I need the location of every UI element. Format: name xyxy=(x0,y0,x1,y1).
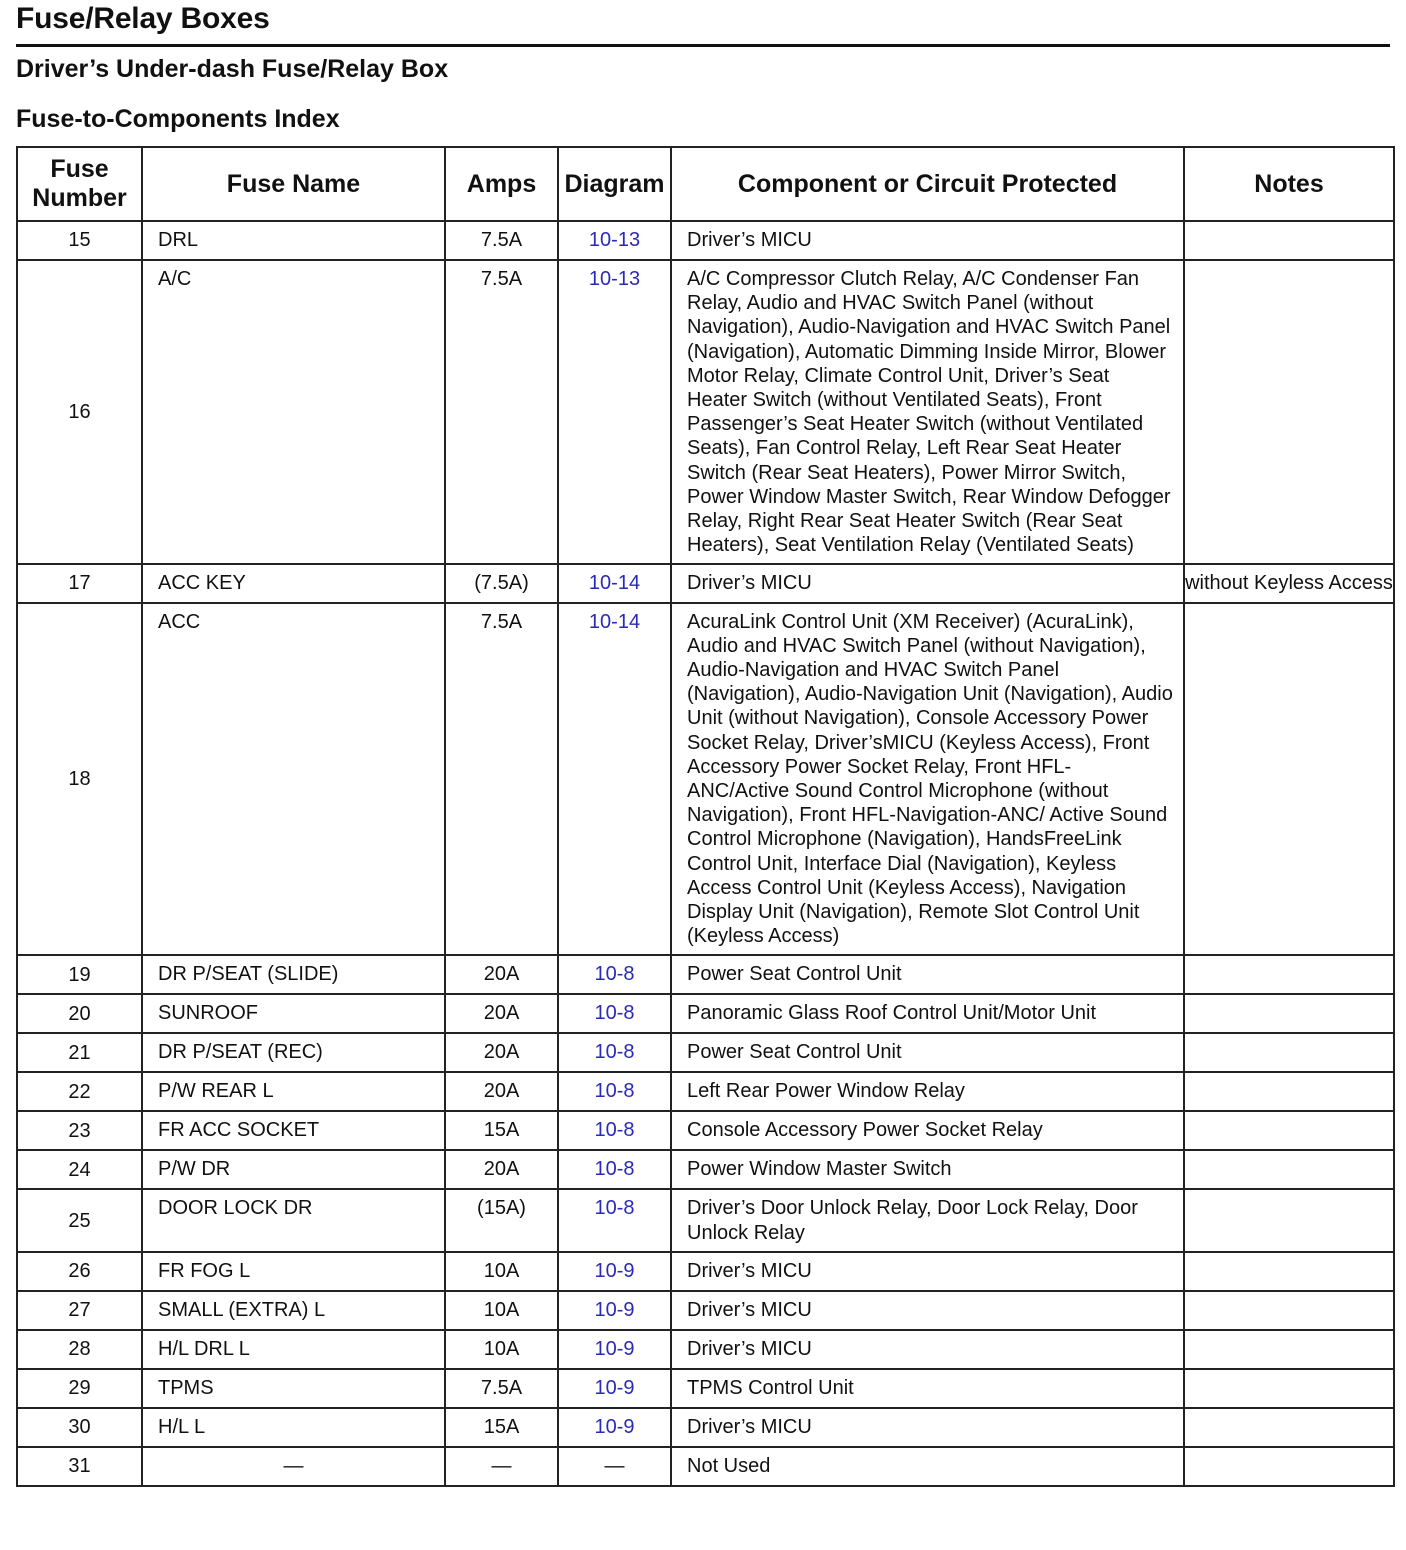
fuse-number-cell: 24 xyxy=(17,1150,142,1189)
component-cell: Left Rear Power Window Relay xyxy=(671,1072,1184,1111)
component-cell: Driver’s MICU xyxy=(671,1408,1184,1447)
fuse-number-cell: 27 xyxy=(17,1291,142,1330)
table-row xyxy=(17,955,1394,994)
column-header-fuse-name: Fuse Name xyxy=(142,147,445,221)
component-cell: Power Window Master Switch xyxy=(671,1150,1184,1189)
notes-cell xyxy=(1184,1150,1394,1189)
fuse-number-cell: 30 xyxy=(17,1408,142,1447)
amps-cell: 10A xyxy=(445,1291,558,1330)
fuse-name-cell: H/L L xyxy=(142,1408,445,1447)
diagram-link[interactable]: 10-9 xyxy=(558,1252,671,1291)
diagram-link[interactable]: 10-8 xyxy=(558,1072,671,1111)
amps-cell: — xyxy=(445,1447,558,1486)
diagram-link[interactable]: 10-9 xyxy=(558,1369,671,1408)
column-header-diagram: Diagram xyxy=(558,147,671,221)
notes-cell xyxy=(1184,603,1394,956)
fuse-number-cell: 25 xyxy=(17,1189,142,1251)
index-title: Fuse-to-Components Index xyxy=(16,105,340,133)
amps-cell: (7.5A) xyxy=(445,564,558,602)
column-header-notes: Notes xyxy=(1184,147,1394,221)
table-row xyxy=(17,994,1394,1033)
fuse-number-cell: 18 xyxy=(17,603,142,956)
table-row xyxy=(17,1447,1394,1486)
amps-cell: 7.5A xyxy=(445,260,558,564)
diagram-link[interactable]: 10-14 xyxy=(558,603,671,956)
column-header-fuse-number-line1: Fuse xyxy=(50,155,109,183)
page-title: Fuse/Relay Boxes xyxy=(16,2,270,35)
amps-cell: 7.5A xyxy=(445,603,558,956)
fuse-number-cell: 28 xyxy=(17,1330,142,1369)
fuse-name-cell: P/W DR xyxy=(142,1150,445,1189)
notes-cell xyxy=(1184,1330,1394,1369)
diagram-link[interactable]: 10-8 xyxy=(558,994,671,1033)
component-cell: TPMS Control Unit xyxy=(671,1369,1184,1408)
component-cell: Not Used xyxy=(671,1447,1184,1486)
amps-cell: 7.5A xyxy=(445,221,558,260)
component-cell: Panoramic Glass Roof Control Unit/Motor Unit xyxy=(671,994,1184,1033)
diagram-link[interactable]: 10-14 xyxy=(558,564,671,602)
notes-cell xyxy=(1184,1291,1394,1330)
notes-cell xyxy=(1184,1408,1394,1447)
component-cell: Driver’s MICU xyxy=(671,1291,1184,1330)
fuse-name-cell: A/C xyxy=(142,260,445,564)
column-header-amps: Amps xyxy=(445,147,558,221)
fuse-name-cell: FR ACC SOCKET xyxy=(142,1111,445,1150)
fuse-name-cell: P/W REAR L xyxy=(142,1072,445,1111)
component-cell: Driver’s MICU xyxy=(671,1330,1184,1369)
column-header-fuse-number xyxy=(17,147,142,221)
table-row xyxy=(17,1189,1394,1251)
table-row xyxy=(17,1150,1394,1189)
fuse-number-cell: 29 xyxy=(17,1369,142,1408)
notes-cell xyxy=(1184,1072,1394,1111)
table-row xyxy=(17,260,1394,564)
table-row xyxy=(17,564,1394,602)
fuse-name-cell: TPMS xyxy=(142,1369,445,1408)
component-cell: AcuraLink Control Unit (XM Receiver) (AcuraLink), Audio and HVAC Switch Panel (without Navigation), Audio-Navigation and HVAC Switch Panel (Navigation), Audio-Navigation Unit (Navigation), Audio Unit (without Navigation), Console Accessory Power Socket Relay, Driver’sMICU (Keyless Access), Front Accessory Power Socket Relay, Front HFL-ANC/Active Sound Control Microphone (without Navigation), Front HFL-Navigation-ANC/ Active Sound Control Microphone (Navigation), HandsFreeLink Control Unit, Interface Dial (Navigation), Keyless Access Control Unit (Keyless Access), Navigation Display Unit (Navigation), Remote Slot Control Unit (Keyless Access) xyxy=(671,603,1184,956)
fuse-number-cell: 17 xyxy=(17,564,142,602)
amps-cell: 20A xyxy=(445,1150,558,1189)
fuse-name-cell: — xyxy=(142,1447,445,1486)
component-cell: Power Seat Control Unit xyxy=(671,1033,1184,1072)
fuse-number-cell: 20 xyxy=(17,994,142,1033)
notes-cell xyxy=(1184,221,1394,260)
amps-cell: 15A xyxy=(445,1408,558,1447)
amps-cell: 7.5A xyxy=(445,1369,558,1408)
diagram-link[interactable]: 10-8 xyxy=(558,1189,671,1251)
amps-cell: 15A xyxy=(445,1111,558,1150)
column-header-component: Component or Circuit Protected xyxy=(671,147,1184,221)
amps-cell: 20A xyxy=(445,1033,558,1072)
diagram-link[interactable]: 10-9 xyxy=(558,1291,671,1330)
fuse-name-cell: SUNROOF xyxy=(142,994,445,1033)
fuse-name-cell: ACC KEY xyxy=(142,564,445,602)
column-header-fuse-number-line2: Number xyxy=(32,184,127,212)
table-row xyxy=(17,1330,1394,1369)
section-title: Driver’s Under-dash Fuse/Relay Box xyxy=(16,55,449,83)
table-row xyxy=(17,1408,1394,1447)
diagram-cell: — xyxy=(558,1447,671,1486)
fuse-name-cell: DOOR LOCK DR xyxy=(142,1189,445,1251)
fuse-number-cell: 15 xyxy=(17,221,142,260)
component-cell: Driver’s MICU xyxy=(671,564,1184,602)
fuse-number-cell: 22 xyxy=(17,1072,142,1111)
notes-cell: without Keyless Access xyxy=(1184,564,1394,602)
fuse-name-cell: ACC xyxy=(142,603,445,956)
diagram-link[interactable]: 10-8 xyxy=(558,1111,671,1150)
fuse-number-cell: 19 xyxy=(17,955,142,994)
diagram-link[interactable]: 10-13 xyxy=(558,221,671,260)
fuse-name-cell: DRL xyxy=(142,221,445,260)
fuse-name-cell: H/L DRL L xyxy=(142,1330,445,1369)
fuse-name-cell: DR P/SEAT (REC) xyxy=(142,1033,445,1072)
table-header-row xyxy=(17,147,1394,221)
notes-cell xyxy=(1184,1111,1394,1150)
amps-cell: 10A xyxy=(445,1252,558,1291)
amps-cell: 20A xyxy=(445,994,558,1033)
notes-cell xyxy=(1184,1252,1394,1291)
fuse-number-cell: 26 xyxy=(17,1252,142,1291)
table-row xyxy=(17,1072,1394,1111)
component-cell: Driver’s Door Unlock Relay, Door Lock Relay, Door Unlock Relay xyxy=(671,1189,1184,1251)
notes-cell xyxy=(1184,1369,1394,1408)
diagram-link[interactable]: 10-8 xyxy=(558,1033,671,1072)
table-row xyxy=(17,1111,1394,1150)
component-cell: A/C Compressor Clutch Relay, A/C Condenser Fan Relay, Audio and HVAC Switch Panel (without Navigation), Audio-Navigation and HVAC Switch Panel (Navigation), Automatic Dimming Inside Mirror, Blower Motor Relay, Climate Control Unit, Driver’s Seat Heater Switch (without Ventilated Seats), Front Passenger’s Seat Heater Switch (without Ventilated Seats), Fan Control Relay, Left Rear Seat Heater Switch (Rear Seat Heaters), Power Mirror Switch, Power Window Master Switch, Rear Window Defogger Relay, Right Rear Seat Heater Switch (Rear Seat Heaters), Seat Ventilation Relay (Ventilated Seats) xyxy=(671,260,1184,564)
amps-cell: 10A xyxy=(445,1330,558,1369)
diagram-link[interactable]: 10-9 xyxy=(558,1408,671,1447)
diagram-link[interactable]: 10-8 xyxy=(558,955,671,994)
amps-cell: 20A xyxy=(445,1072,558,1111)
fuse-number-cell: 31 xyxy=(17,1447,142,1486)
table-row xyxy=(17,1252,1394,1291)
amps-cell: (15A) xyxy=(445,1189,558,1251)
diagram-link[interactable]: 10-9 xyxy=(558,1330,671,1369)
diagram-link[interactable]: 10-8 xyxy=(558,1150,671,1189)
fuse-number-cell: 23 xyxy=(17,1111,142,1150)
fuse-name-cell: DR P/SEAT (SLIDE) xyxy=(142,955,445,994)
table-row xyxy=(17,221,1394,260)
fuse-name-cell: FR FOG L xyxy=(142,1252,445,1291)
notes-cell xyxy=(1184,1033,1394,1072)
notes-cell xyxy=(1184,994,1394,1033)
notes-cell xyxy=(1184,1447,1394,1486)
amps-cell: 20A xyxy=(445,955,558,994)
table-row xyxy=(17,1033,1394,1072)
diagram-link[interactable]: 10-13 xyxy=(558,260,671,564)
table-row xyxy=(17,603,1394,956)
component-cell: Driver’s MICU xyxy=(671,221,1184,260)
notes-cell xyxy=(1184,1189,1394,1251)
title-rule xyxy=(16,44,1390,47)
table-row xyxy=(17,1369,1394,1408)
fuse-number-cell: 21 xyxy=(17,1033,142,1072)
table-row xyxy=(17,1291,1394,1330)
fuse-name-cell: SMALL (EXTRA) L xyxy=(142,1291,445,1330)
fuse-index-table xyxy=(16,146,1395,1487)
notes-cell xyxy=(1184,260,1394,564)
notes-cell xyxy=(1184,955,1394,994)
component-cell: Driver’s MICU xyxy=(671,1252,1184,1291)
component-cell: Console Accessory Power Socket Relay xyxy=(671,1111,1184,1150)
component-cell: Power Seat Control Unit xyxy=(671,955,1184,994)
fuse-number-cell: 16 xyxy=(17,260,142,564)
